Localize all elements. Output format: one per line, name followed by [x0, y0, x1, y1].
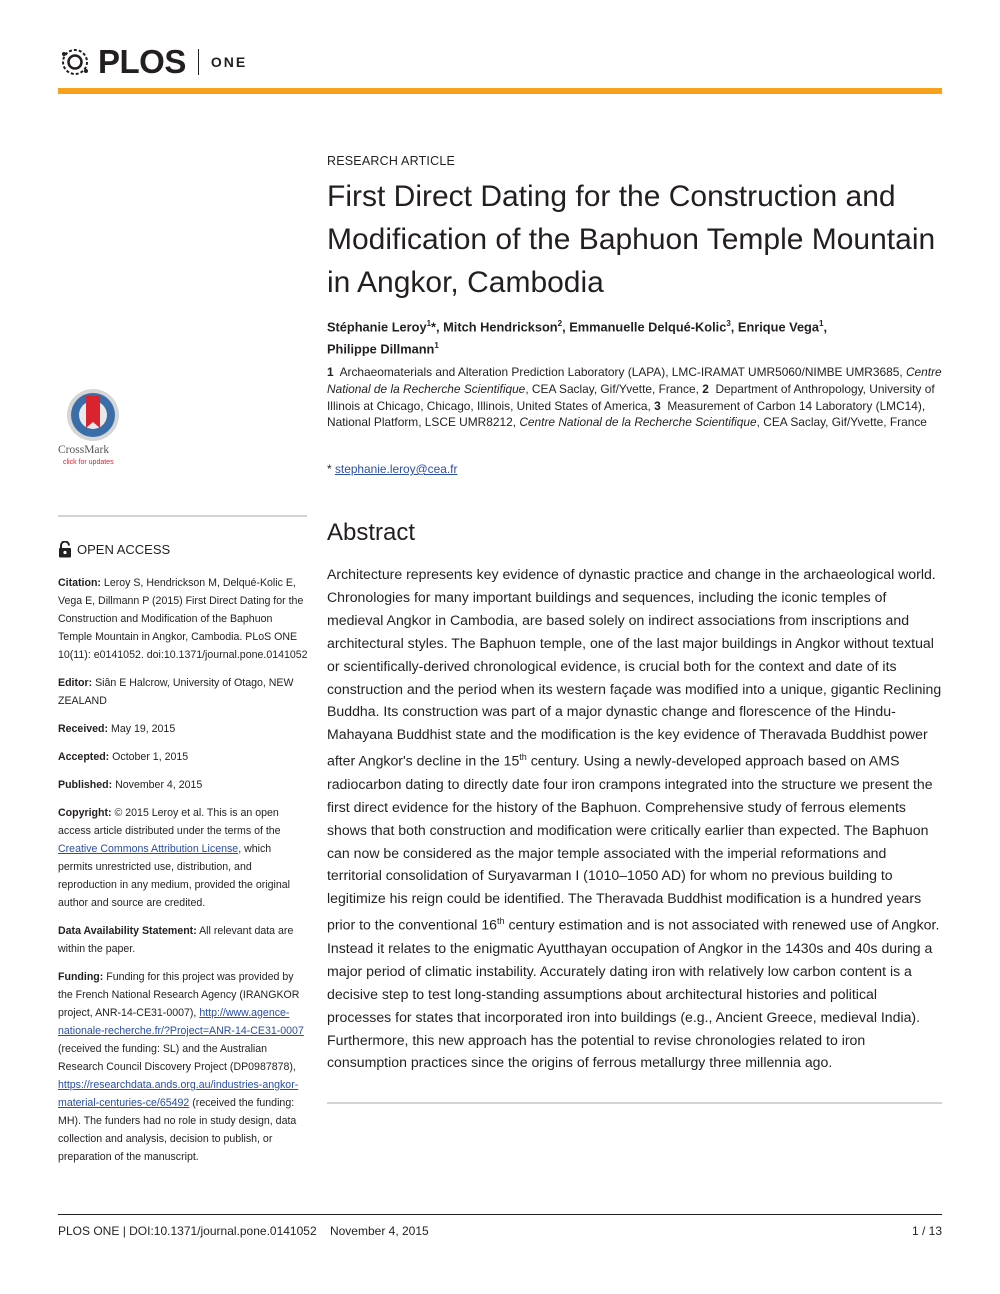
- accepted-date: October 1, 2015: [112, 751, 189, 763]
- funding-text: (received the funding: SL) and the Australian Research Council Discovery Project (DP0987878),: [58, 1043, 296, 1073]
- author-affil-sup: 1: [434, 341, 439, 351]
- accepted-block: [58, 748, 308, 766]
- citation-text: Leroy S, Hendrickson M, Delqué-Kolic E, Vega E, Dillmann P (2015) First Direct Dating for the Construction and Modification of the Baphuon Temple Mountain in Angkor, Cambodia. PLoS ONE 10(11): e0141052. doi:10.1371/journal.pone.0141052: [58, 577, 308, 661]
- crossmark-sublabel: click for updates: [63, 459, 114, 466]
- copyright-text: © 2015 Leroy et al. This is an open access article distributed under the terms of the: [58, 807, 281, 837]
- affil-number: 3: [654, 398, 661, 413]
- open-access-label: OPEN ACCESS: [77, 542, 171, 557]
- ordinal-sup: th: [497, 916, 505, 927]
- published-label: Published:: [58, 779, 113, 791]
- funding-block: [58, 968, 308, 1166]
- author-affil-sup: 1: [426, 319, 432, 328]
- abstract-text: Architecture represents key evidence of dynastic practice and change in the archaeological world. Chronologies for many important buildings and sequences, including the iconic temples of medieval Angkor in Cambodia, are based solely on indirect associations from inscriptions and architectural styles. The Baphuon temple, one of the last major buildings in Angkor without textual or scientifically-derived chronological evidence, is crucial both for the context and date of its construction and the period when its western façade was modified into a unique, gigantic Reclining Buddha. Its construction was part of a major dynastic change and florescence of the Hindu-Mahayana Buddhist state and the modification is the key evidence of Theravada Buddhist power after Angkor's decline in the 15: [327, 566, 942, 769]
- header-accent-bar: [58, 88, 942, 94]
- sidebar-divider: [58, 515, 307, 517]
- received-block: [58, 720, 308, 738]
- logo-journal: ONE: [210, 54, 248, 70]
- affil-number: 1: [327, 365, 334, 379]
- received-date: May 19, 2015: [111, 723, 176, 735]
- ordinal-sup: th: [519, 752, 527, 763]
- funding-link[interactable]: http://www.agence-nationale-recherche.fr/?Project=ANR-14-CE31-0007: [58, 1007, 304, 1037]
- abstract-divider: [327, 1102, 942, 1104]
- footer-citation: PLOS ONE | DOI:10.1371/journal.pone.0141052 November 4, 2015: [58, 1224, 429, 1238]
- logo-brand: PLOS: [98, 43, 186, 80]
- article-title: First Direct Dating for the Construction and Modification of the Baphuon Temple Mountain in Angkor, Cambodia: [327, 180, 936, 299]
- article-info: [58, 574, 308, 1176]
- corresponding-mark: *: [431, 319, 436, 335]
- footer-divider: [58, 1214, 942, 1215]
- affil-number: 2: [702, 381, 709, 396]
- open-lock-icon: [58, 541, 72, 558]
- corresponding-email: [327, 462, 457, 476]
- abstract-heading: Abstract: [327, 519, 416, 546]
- accepted-label: Accepted:: [58, 751, 110, 763]
- editor-label: Editor:: [58, 677, 93, 689]
- logo-divider: [198, 49, 199, 75]
- author-name[interactable]: Enrique Vega: [737, 319, 819, 335]
- affiliations: [327, 364, 942, 431]
- data-availability-text: All relevant data are within the paper.: [58, 925, 294, 955]
- author-name[interactable]: Mitch Hendrickson: [443, 319, 558, 335]
- author-name[interactable]: Philippe Dillmann: [327, 341, 435, 357]
- article-type: RESEARCH ARTICLE: [327, 154, 456, 168]
- author-name[interactable]: Stéphanie Leroy: [327, 319, 427, 335]
- citation-block: [58, 574, 308, 664]
- author-list: Stéphanie Leroy$^1$*, Mitch Hendrickson$^2$, Emmanuelle Delqué-Kolic$^3$, Enrique Vega$^1$, Philippe Dillmann$^1$: [327, 319, 828, 357]
- page-number: 1 / 13: [911, 1224, 942, 1238]
- author-name[interactable]: Emmanuelle Delqué-Kolic: [569, 319, 727, 335]
- crossmark-badge[interactable]: [58, 388, 128, 449]
- funding-text: (received the funding: MH). The funders had no role in study design, data collection and analysis, decision to publish, or preparation of the manuscript.: [58, 1097, 297, 1163]
- editor-block: [58, 674, 308, 710]
- author-affil-sup: 3: [726, 319, 731, 328]
- data-availability-label: Data Availability Statement:: [58, 925, 197, 937]
- plos-logo[interactable]: [58, 42, 247, 82]
- open-access-badge: [58, 541, 170, 558]
- published-date: November 4, 2015: [115, 779, 203, 791]
- author-affil-sup: 2: [557, 319, 563, 328]
- plos-mark-icon: [58, 45, 92, 79]
- received-label: Received:: [58, 723, 109, 735]
- corresponding-mark: *: [327, 462, 332, 476]
- funding-link[interactable]: https://researchdata.ands.org.au/industries-angkor-material-centuries-ce/65492: [58, 1079, 299, 1109]
- crossmark-label: CrossMark: [58, 444, 110, 456]
- funding-label: Funding:: [58, 971, 104, 983]
- abstract-text: century estimation and is not associated with renewed use of Angkor. Instead it relates to the enigmatic Ayutthayan occupation of Angkor in the 1430s and 40s during a major period of climatic instability. Accurately dating iron with relatively low carbon content is a decisive step to test long-standing assumptions about architectural histories and political processes for states that incorporated iron into buildings (e.g., Ancient Greece, medieval India). Furthermore, this new approach has the potential to revise chronologies related to iron consumption practices since the origins of ferrous metallurgy three millennia ago.: [327, 916, 940, 1071]
- published-block: [58, 776, 308, 794]
- crossmark-icon: [58, 388, 128, 444]
- affil-text: Archaeomaterials and Alteration Prediction Laboratory (LAPA), LMC-IRAMAT UMR5060/NIMBE UMR3685,: [339, 365, 903, 379]
- copyright-label: Copyright:: [58, 807, 112, 819]
- abstract-text: century. Using a newly-developed approach based on AMS radiocarbon dating to directly date four iron crampons integrated into the structure we present the first direct evidence for the history of the Baphuon. Comprehensive study of ferrous elements shows that both construction and modification were critically earlier than expected. The Baphuon can now be considered as the major temple associated with the imperial reformations and territorial consolidation of Suryavarman I (1010–1050 AD) for whom no previous building to legitimize his reign could be identified. The Theravada Buddhist modification is a hundred years prior to the conventional 16: [327, 752, 933, 933]
- data-availability-block: [58, 922, 308, 958]
- affil-text: Department of Anthropology, University of Illinois at Chicago, Chicago, Illinois, United States of America,: [327, 381, 935, 413]
- copyright-text: , which permits unrestricted use, distribution, and reproduction in any medium, provided the original author and source are credited.: [58, 843, 291, 909]
- author-affil-sup: 1: [819, 319, 824, 328]
- abstract-body: [327, 563, 943, 1074]
- funding-text: Funding for this project was provided by the French National Research Agency (IRANGKOR project, ANR-14-CE31-0007),: [58, 971, 300, 1019]
- affil-text: , CEA Saclay, Gif/Yvette, France: [756, 415, 927, 430]
- affil-institution: Centre National de la Recherche Scientifique: [519, 415, 757, 430]
- affil-text: Measurement of Carbon 14 Laboratory (LMC14), National Platform, LSCE UMR8212,: [327, 398, 926, 430]
- license-link[interactable]: Creative Commons Attribution License: [58, 843, 239, 855]
- editor-text: Siân E Halcrow, University of Otago, NEW ZEALAND: [58, 677, 294, 707]
- affil-institution: Centre National de la Recherche Scientifique: [327, 365, 942, 396]
- affil-text: , CEA Saclay, Gif/Yvette, France,: [525, 381, 699, 396]
- copyright-block: [58, 804, 308, 912]
- citation-label: Citation:: [58, 577, 101, 589]
- email-link[interactable]: stephanie.leroy@cea.fr: [334, 462, 458, 476]
